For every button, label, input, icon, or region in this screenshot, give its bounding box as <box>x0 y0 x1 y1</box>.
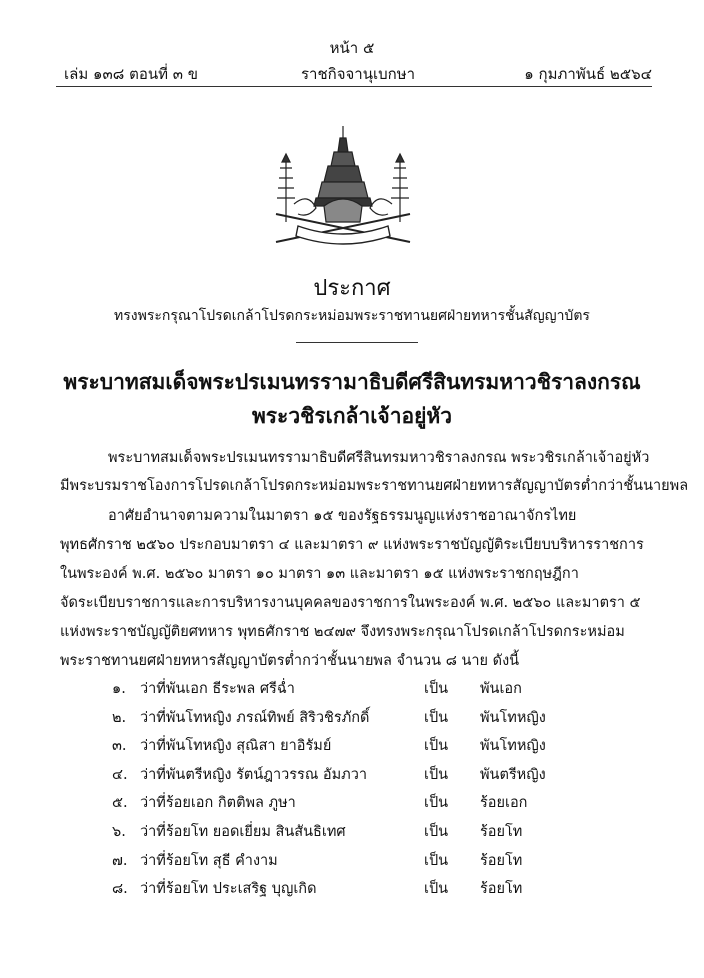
promotion-row <box>0 734 704 760</box>
body-line: มีพระบรมราชโองการโปรดเกล้าโปรดกระหม่อมพระราชทานยศฝ่ายทหารสัญญาบัตรต่ำกว่าชั้นนายพล <box>60 478 689 494</box>
promotion-row <box>0 677 704 703</box>
publication-date: ๑ กุมภาพันธ์ ๒๕๖๔ <box>524 65 652 83</box>
promotion-name: ว่าที่ร้อยเอก กิตติพล ภูษา <box>140 795 296 812</box>
king-name-line-1: พระบาทสมเด็จพระปรเมนทรรามาธิบดีศรีสินทรมหาวชิราลงกรณ <box>63 369 641 394</box>
promotion-rank: พันตรีหญิง <box>480 766 546 783</box>
body-line: พระบาทสมเด็จพระปรเมนทรรามาธิบดีศรีสินทรมหาวชิราลงกรณ พระวชิรเกล้าเจ้าอยู่หัว <box>108 450 650 466</box>
promotion-number: ๕. <box>112 795 128 812</box>
king-name-line-2: พระวชิรเกล้าเจ้าอยู่หัว <box>251 403 453 428</box>
royal-emblem-icon <box>268 122 418 248</box>
promotion-number: ๑. <box>112 681 126 697</box>
promotion-verb: เป็น <box>424 681 449 697</box>
announcement-title: ประกาศ <box>313 276 391 301</box>
header-divider <box>56 86 652 87</box>
promotion-name: ว่าที่พันเอก ธีระพล ศรีฉ่ำ <box>140 681 295 697</box>
promotion-row <box>0 849 704 875</box>
promotion-verb: เป็น <box>424 795 449 812</box>
promotion-verb: เป็น <box>424 852 449 869</box>
promotion-rank: ร้อยโท <box>480 852 523 869</box>
promotion-name: ว่าที่ร้อยโท ยอดเยี่ยม สินสันธิเทศ <box>140 824 346 840</box>
body-line: จัดระเบียบราชการและการบริหารงานบุคคลของราชการในพระองค์ พ.ศ. ๒๕๖๐ และมาตรา ๕ <box>60 595 641 611</box>
promotion-row <box>0 791 704 817</box>
promotion-number: ๖. <box>112 824 126 840</box>
promotion-rank: ร้อยเอก <box>480 795 528 812</box>
page-number: หน้า ๕ <box>329 39 375 57</box>
promotion-verb: เป็น <box>424 824 449 840</box>
gazette-header <box>64 62 652 86</box>
promotion-row <box>0 763 704 789</box>
body-line: อาศัยอำนาจตามความในมาตรา ๑๕ ของรัฐธรรมนูญแห่งราชอาณาจักรไทย <box>108 508 577 524</box>
promotion-name: ว่าที่พันโทหญิง สุณิสา ยาอิรัมย์ <box>140 738 332 755</box>
promotion-name: ว่าที่ร้อยโท ประเสริฐ บุญเกิด <box>140 881 317 898</box>
promotion-verb: เป็น <box>424 766 449 783</box>
promotion-rank: ร้อยโท <box>480 881 523 898</box>
promotion-rank: พันเอก <box>480 681 522 697</box>
promotion-row <box>0 820 704 846</box>
promotion-rank: ร้อยโท <box>480 824 523 840</box>
promotion-name: ว่าที่พันโทหญิง ภรณ์ทิพย์ สิริวชิรภักดิ์ <box>140 709 370 726</box>
promotion-verb: เป็น <box>424 709 449 726</box>
promotion-number: ๔. <box>112 766 128 783</box>
promotion-row <box>0 706 704 732</box>
body-line: พุทธศักราช ๒๕๖๐ ประกอบมาตรา ๔ และมาตรา ๙ แห่งพระราชบัญญัติระเบียบบริหารราชการ <box>60 537 644 553</box>
title-divider <box>296 342 418 343</box>
publication-name: ราชกิจจานุเบกษา <box>300 65 416 83</box>
promotion-rank: พันโทหญิง <box>480 738 546 755</box>
promotion-number: ๓. <box>112 738 127 755</box>
promotion-verb: เป็น <box>424 881 449 898</box>
promotion-number: ๒. <box>112 709 127 726</box>
promotion-verb: เป็น <box>424 738 449 755</box>
promotion-name: ว่าที่พันตรีหญิง รัตน์ฎาวรรณ อัมภวา <box>140 766 368 783</box>
promotion-row <box>0 877 704 903</box>
volume-issue: เล่ม ๑๓๘ ตอนที่ ๓ ข <box>64 65 199 83</box>
promotion-rank: พันโทหญิง <box>480 709 546 726</box>
promotion-number: ๗. <box>112 852 128 869</box>
announcement-subtitle: ทรงพระกรุณาโปรดเกล้าโปรดกระหม่อมพระราชทานยศฝ่ายทหารชั้นสัญญาบัตร <box>114 308 590 324</box>
body-line: พระราชทานยศฝ่ายทหารสัญญาบัตรต่ำกว่าชั้นนายพล จำนวน ๘ นาย ดังนี้ <box>60 653 520 669</box>
body-line: ในพระองค์ พ.ศ. ๒๕๖๐ มาตรา ๑๐ มาตรา ๑๓ และมาตรา ๑๕ แห่งพระราชกฤษฎีกา <box>60 566 579 582</box>
promotion-name: ว่าที่ร้อยโท สุธี คำงาม <box>140 852 278 869</box>
promotion-number: ๘. <box>112 881 128 898</box>
body-line: แห่งพระราชบัญญัติยศทหาร พุทธศักราช ๒๔๗๙ จึงทรงพระกรุณาโปรดเกล้าโปรดกระหม่อม <box>60 624 625 640</box>
